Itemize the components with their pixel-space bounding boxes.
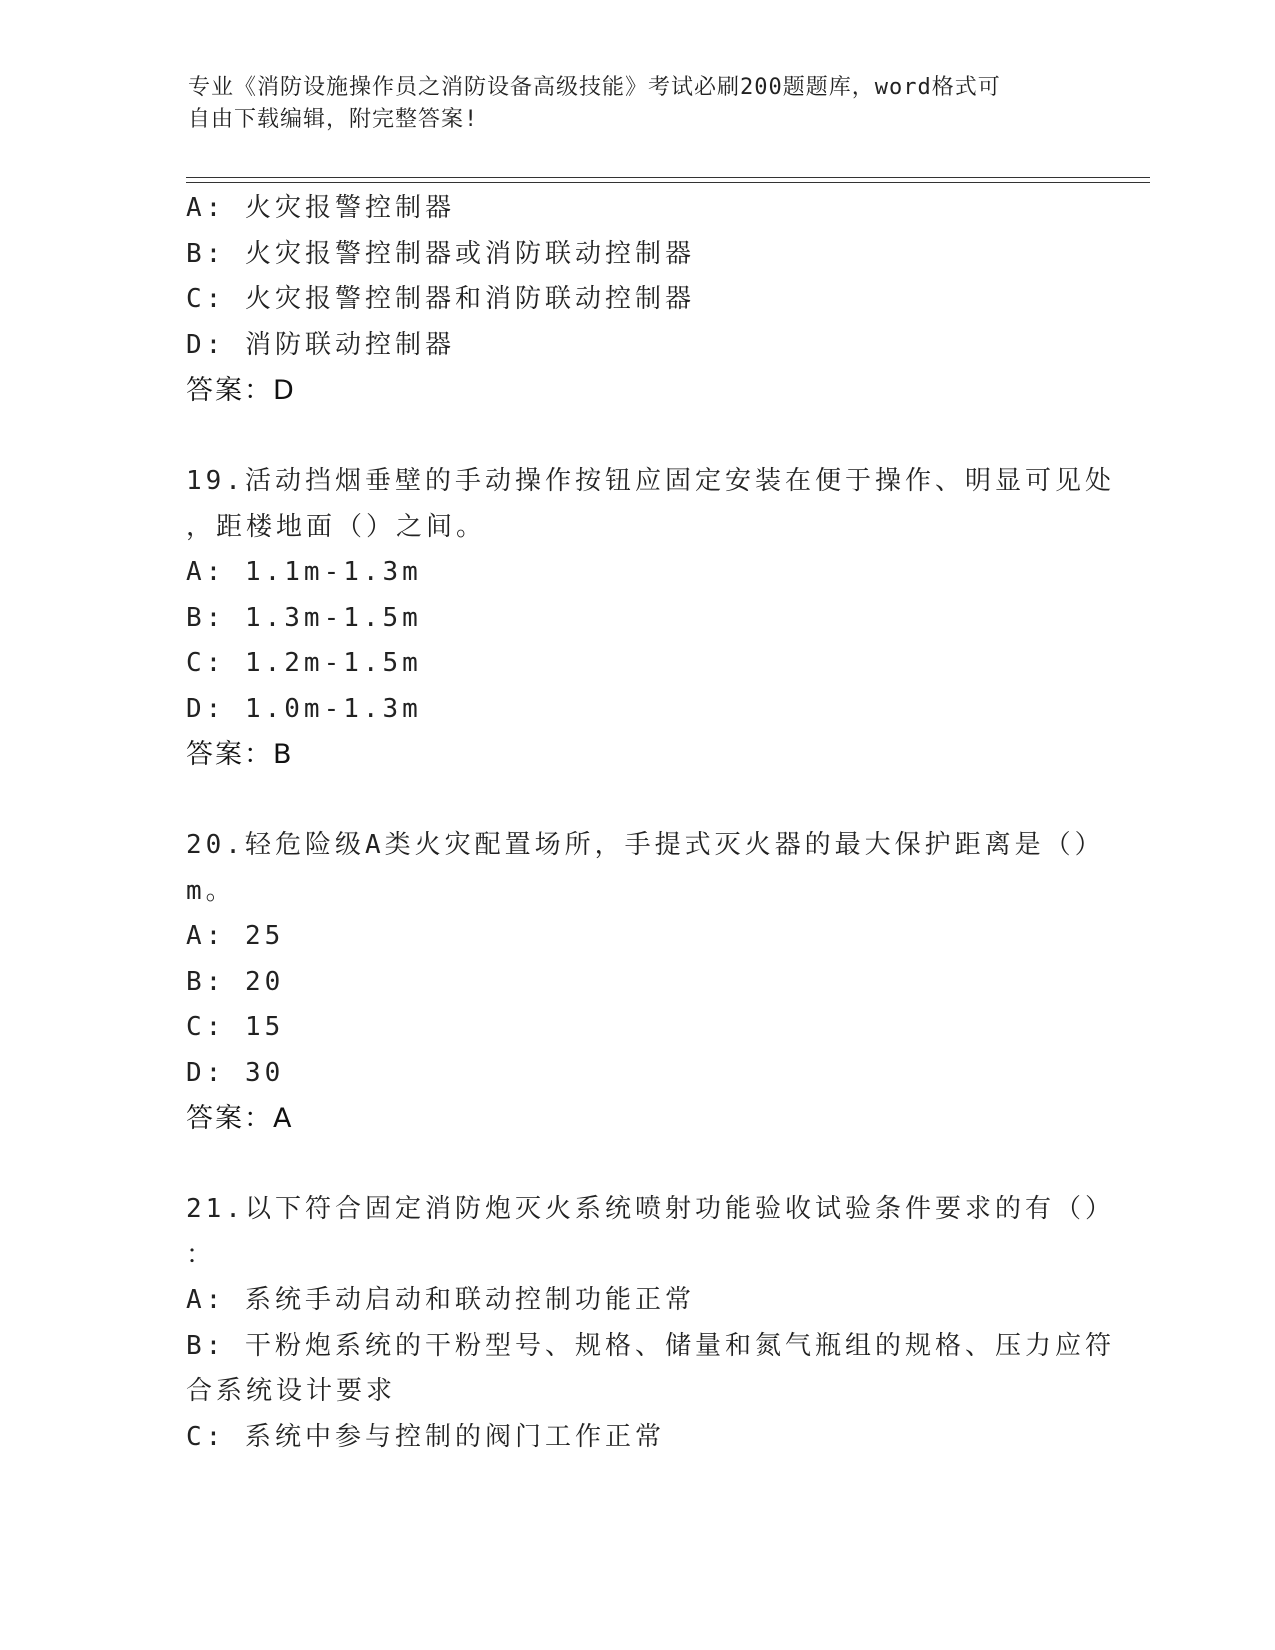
question-stem: 21.以下符合固定消防炮灭火系统喷射功能验收试验条件要求的有（） <box>186 1194 1115 1224</box>
header-title-line-1: 专业《消防设施操作员之消防设备高级技能》考试必刷200题题库，word格式可 <box>188 75 1001 100</box>
spacer <box>186 1142 1086 1187</box>
header-divider <box>186 177 1150 183</box>
option-a: A: 1.1m-1.3m <box>186 557 422 587</box>
question-stem-continued: ： <box>186 1239 217 1270</box>
option-c: C: 火灾报警控制器和消防联动控制器 <box>186 284 695 314</box>
question-19 <box>186 459 1115 778</box>
header-title-line-2: 自由下载编辑，附完整答案! <box>188 107 479 132</box>
question-list <box>186 186 1115 1460</box>
question-stem-continued: m。 <box>186 875 236 906</box>
option-b: B: 干粉炮系统的干粉型号、规格、储量和氮气瓶组的规格、压力应符 <box>186 1330 1115 1361</box>
option-b: B: 20 <box>186 966 285 997</box>
question-21 <box>186 1187 1115 1460</box>
option-c: C: 1.2m-1.5m <box>186 648 422 678</box>
option-b-continued: 合系统设计要求 <box>186 1376 397 1406</box>
question-stem-continued: ，距楼地面（）之间。 <box>186 511 487 542</box>
question-stem: 20.轻危险级A类火灾配置场所，手提式灭火器的最大保护距离是（） <box>186 830 1105 860</box>
question-20 <box>186 823 1105 1142</box>
option-b: B: 火灾报警控制器或消防联动控制器 <box>186 238 695 269</box>
option-d: D: 1.0m-1.3m <box>186 693 422 724</box>
option-b: B: 1.3m-1.5m <box>186 602 422 633</box>
option-c: C: 15 <box>186 1012 285 1042</box>
document-header <box>188 72 1068 136</box>
option-d: D: 30 <box>186 1057 285 1088</box>
spacer <box>186 778 1086 823</box>
option-d: D: 消防联动控制器 <box>186 329 455 360</box>
answer-label: 答案：B <box>186 739 294 770</box>
option-a: A: 系统手动启动和联动控制功能正常 <box>186 1285 695 1315</box>
option-c: C: 系统中参与控制的阀门工作正常 <box>186 1421 665 1452</box>
question-stem: 19.活动挡烟垂壁的手动操作按钮应固定安装在便于操作、明显可见处 <box>186 466 1115 496</box>
spacer <box>186 414 1086 459</box>
option-a: A: 火灾报警控制器 <box>186 193 455 223</box>
answer-label: 答案：A <box>186 1103 294 1134</box>
option-a: A: 25 <box>186 921 285 951</box>
answer-label: 答案：D <box>186 375 296 406</box>
question-18 <box>186 186 1086 414</box>
